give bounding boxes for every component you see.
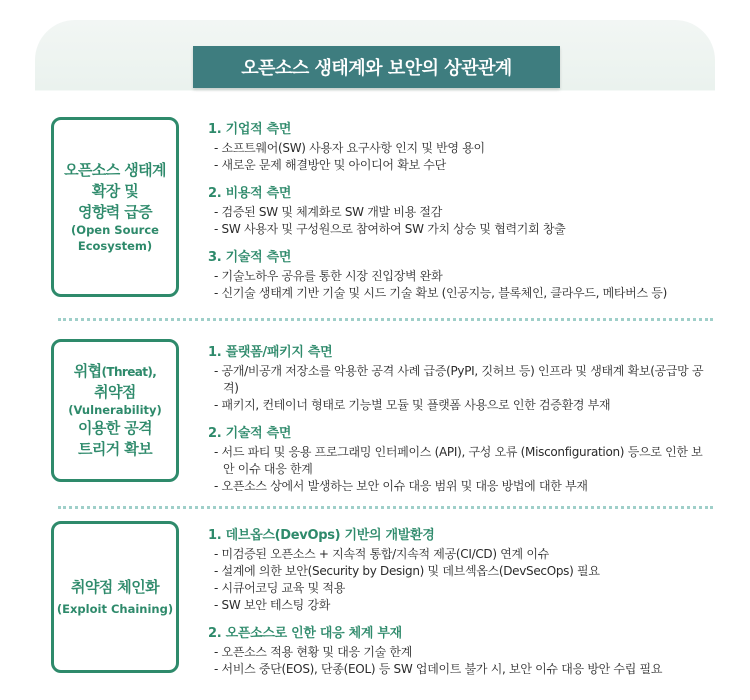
section-title: 2. 오픈소스로 인한 대응 체계 부재: [208, 626, 402, 641]
category-box-ecosystem: [51, 117, 179, 297]
box-subline: Ecosystem): [77, 238, 153, 253]
bullet-item: - 신기술 생태계 기반 기술 및 시드 기술 확보 (인공지능, 블록체인, 클라우드, 메타버스 등): [214, 286, 667, 300]
section-title: 1. 플랫폼/패키지 측면: [208, 345, 333, 360]
box-line: 오픈소스 생태계: [64, 160, 166, 179]
bullet-item: - 기술노하우 공유를 통한 시장 진입장벽 완화: [214, 269, 443, 283]
section-title: 1. 기업적 측면: [208, 122, 292, 137]
box-line: 취약점: [94, 382, 136, 401]
bullet-item: - 새로운 문제 해결방안 및 아이디어 확보 수단: [214, 158, 446, 172]
box-subline: (Exploit Chaining): [56, 601, 174, 616]
box-line: 확장 및: [91, 181, 139, 200]
bullet-item: - SW 보안 테스팅 강화: [214, 598, 331, 612]
category-box-exploit-chaining: [51, 521, 179, 673]
bullet-item: - 오픈소스 상에서 발생하는 보안 이슈 대응 범위 및 대응 방법에 대한 부재: [214, 479, 588, 493]
section-gap: [208, 414, 708, 424]
bullet-item: - 오픈소스 적용 현황 및 대응 기술 한계: [214, 645, 413, 659]
content-threat: [208, 343, 708, 495]
bullet-item: - 검증된 SW 및 체계화로 SW 개발 비용 절감: [214, 205, 443, 219]
box-line: 트리거 확보: [77, 440, 153, 459]
bullet-item: - 시큐어코딩 교육 및 적용: [214, 581, 346, 595]
box-line-sub: (Threat),: [101, 364, 157, 379]
dotted-divider: [58, 506, 713, 509]
section-title: 1. 데브옵스(DevOps) 기반의 개발환경: [208, 528, 435, 543]
bullet-item: - 서드 파티 및 응용 프로그래밍 인터페이스 (API), 구성 오류 (Misconfiguration) 등으로 인한 보안 이슈 대응 한계: [214, 445, 703, 476]
box-subline: (Open Source: [71, 222, 159, 237]
box-line: 취약점 체인화: [71, 577, 159, 596]
box-line: 영향력 급증: [77, 202, 153, 221]
section-title: 3. 기술적 측면: [208, 250, 292, 265]
category-box-threat: [51, 339, 179, 482]
content-ecosystem: [208, 120, 708, 302]
bullet-item: - SW 사용자 및 구성원으로 참여하여 SW 가치 상승 및 협력기회 창출: [214, 222, 566, 236]
bullet-item: - 패키지, 컨테이너 형태로 기능별 모듈 및 플랫폼 사용으로 인한 검증환경 부재: [214, 398, 611, 412]
section-title: 2. 기술적 측면: [208, 426, 292, 441]
bullet-item: - 소프트웨어(SW) 사용자 요구사항 인지 및 반영 용이: [214, 141, 485, 155]
box-line: 이용한 공격: [77, 419, 153, 438]
section-gap: [208, 238, 708, 248]
content-exploit-chaining: [208, 526, 708, 678]
bullet-item: - 공개/비공개 저장소를 악용한 공격 사례 급증(PyPI, 깃허브 등) 인프라 및 생태계 확보(공급망 공격): [214, 364, 704, 395]
section-gap: [208, 174, 708, 184]
box-subline: (Vulnerability): [68, 402, 162, 417]
bullet-item: - 설계에 의한 보안(Security by Design) 및 데브섹옵스(DevSecOps) 필요: [214, 564, 600, 578]
dotted-divider: [58, 318, 713, 321]
bullet-item: - 서비스 중단(EOS), 단종(EOL) 등 SW 업데이트 불가 시, 보안 이슈 대응 방안 수립 필요: [214, 662, 663, 676]
section-title: 2. 비용적 측면: [208, 186, 292, 201]
section-gap: [208, 614, 708, 624]
box-line: [74, 361, 157, 382]
page-title: 오픈소스 생태계와 보안의 상관관계: [193, 46, 560, 88]
box-line-main: 위협: [73, 361, 102, 380]
bullet-item: - 미검증된 오픈소스 + 지속적 통합/지속적 제공(CI/CD) 연계 이슈: [214, 547, 549, 561]
